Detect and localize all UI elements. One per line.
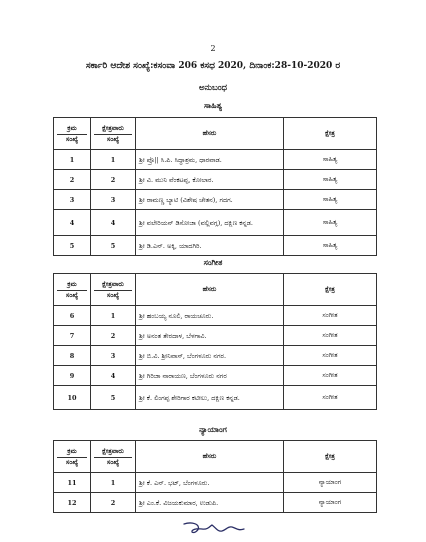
row-sno: 2 (54, 170, 91, 190)
row-field: ಸಂಗೀತ (284, 326, 377, 346)
row-district-number: 4 (91, 366, 136, 386)
row-name: ಶ್ರೀ ಕೆ. ಎನ್. ಭಟ್, ಬೆಂಗಳೂರು. (136, 473, 284, 493)
row-district-number: 1 (91, 150, 136, 170)
table-row (54, 170, 377, 190)
row-field: ಸಂಗೀತ (284, 306, 377, 326)
signature (182, 520, 246, 538)
table-row (54, 346, 377, 366)
row-name: ಶ್ರೀ ವಿ. ಮುನಿ ವೆಂಕಟಪ್ಪ, ಕೋಲಾರ. (136, 170, 284, 190)
table-row (54, 326, 377, 346)
row-name: ಶ್ರೀ ಗಿರಿಜಾ ನಾರಾಯಣ, ಬೆಂಗಳೂರು ನಗರ (136, 366, 284, 386)
district-number-header: ಕ್ಷೇತ್ರವಾರು ಸಂಖ್ಯೆ (91, 274, 136, 306)
table-row (54, 306, 377, 326)
row-name: ಶ್ರೀ ಪ್ರೊ|| ಸಿ.ಪಿ. ಸಿದ್ಧಾಶ್ರಮ, ಧಾರವಾಡ. (136, 150, 284, 170)
row-sno: 7 (54, 326, 91, 346)
sno-header: ಕ್ರಮ ಸಂಖ್ಯೆ (54, 274, 91, 306)
name-header: ಹೆಸರು (136, 274, 284, 306)
table-row (54, 386, 377, 410)
table-header-row (54, 441, 377, 473)
annex-title: ಅನುಬಂಧ (198, 83, 228, 93)
district-number-header: ಕ್ಷೇತ್ರವಾರು ಸಂಖ್ಯೆ (91, 441, 136, 473)
row-sno: 6 (54, 306, 91, 326)
row-sno: 3 (54, 190, 91, 210)
name-header: ಹೆಸರು (136, 118, 284, 150)
table-row (54, 366, 377, 386)
row-district-number: 5 (91, 236, 136, 256)
table-header-row (54, 118, 377, 150)
sno-header: ಕ್ರಮ ಸಂಖ್ಯೆ (54, 118, 91, 150)
row-name: ಶ್ರೀ ಅನಂತ ತೇರದಾಳ, ಬೆಳಗಾವಿ. (136, 326, 284, 346)
table-header-row (54, 274, 377, 306)
row-field: ಸಾಹಿತ್ಯ (284, 170, 377, 190)
table-row (54, 150, 377, 170)
row-sno: 8 (54, 346, 91, 366)
field-header: ಕ್ಷೇತ್ರ (284, 274, 377, 306)
row-name: ಶ್ರೀ ಬಿ.ವಿ. ಶ್ರೀನಿವಾಸ್, ಬೆಂಗಳೂರು ನಗರ. (136, 346, 284, 366)
table-row (54, 190, 377, 210)
row-district-number: 2 (91, 326, 136, 346)
table-row (54, 210, 377, 236)
row-district-number: 3 (91, 190, 136, 210)
row-name: ಶ್ರೀ ಕೆ. ಲಿಂಗಪ್ಪ ಶೇರಿಗಾರ ಕಟೀಲು, ದಕ್ಷಿಣ ಕನ್ನಡ. (136, 386, 284, 410)
row-field: ನ್ಯಾಯಾಂಗ (284, 493, 377, 513)
row-district-number: 1 (91, 473, 136, 493)
row-field: ನ್ಯಾಯಾಂಗ (284, 473, 377, 493)
row-field: ಸಾಹಿತ್ಯ (284, 150, 377, 170)
sno-header: ಕ್ರಮ ಸಂಖ್ಯೆ (54, 441, 91, 473)
row-sno: 4 (54, 210, 91, 236)
row-field: ಸಂಗೀತ (284, 386, 377, 410)
row-district-number: 5 (91, 386, 136, 410)
row-field: ಸಂಗೀತ (284, 366, 377, 386)
page-number: 2 (210, 44, 216, 53)
district-number-header: ಕ್ಷೇತ್ರವಾರು ಸಂಖ್ಯೆ (91, 118, 136, 150)
row-district-number: 2 (91, 493, 136, 513)
row-field: ಸಾಹಿತ್ಯ (284, 210, 377, 236)
name-header: ಹೆಸರು (136, 441, 284, 473)
table-row (54, 493, 377, 513)
row-name: ಶ್ರೀ ಹಂಬಯ್ಯ ನೂಲಿ, ರಾಯಚೂರು. (136, 306, 284, 326)
row-sno: 9 (54, 366, 91, 386)
row-name: ಶ್ರೀ ಎಂ.ಕೆ. ವಿಜಯಕುಮಾರ, ಉಡುಪಿ. (136, 493, 284, 513)
row-name: ಶ್ರೀ ವಲೇರಿಯನ್ ಡಿಸೋಜಾ (ವಲ್ಲಿವಗ್ಗ), ದಕ್ಷಿಣ ಕನ್ನಡ. (136, 210, 284, 236)
row-sno: 5 (54, 236, 91, 256)
row-field: ಸಾಹಿತ್ಯ (284, 190, 377, 210)
row-sno: 11 (54, 473, 91, 493)
order-title: ಸರ್ಕಾರಿ ಆದೇಶ ಸಂಖ್ಯೆ:ಕಸಂವಾ 206 ಕಸಧ 2020, ದಿನಾಂಕ:28-10-2020 ರ (85, 61, 341, 71)
literature-table (53, 117, 377, 256)
row-district-number: 2 (91, 170, 136, 190)
music-table (53, 273, 377, 410)
row-district-number: 3 (91, 346, 136, 366)
judiciary-table (53, 440, 377, 513)
section-title-literature: ಸಾಹಿತ್ಯ (204, 100, 222, 110)
field-header: ಕ್ಷೇತ್ರ (284, 441, 377, 473)
row-field: ಸಾಹಿತ್ಯ (284, 236, 377, 256)
section-title-music: ಸಂಗೀತ (203, 257, 223, 267)
row-sno: 1 (54, 150, 91, 170)
row-sno: 10 (54, 386, 91, 410)
section-title-judiciary: ನ್ಯಾಯಾಂಗ (199, 424, 227, 434)
row-field: ಸಂಗೀತ (284, 346, 377, 366)
row-name: ಶ್ರೀ ರಾಮಣ್ಣ ಬ್ಯಾಟಿ (ವಿಶೇಷ ಚೇತನ), ಗದಗ. (136, 190, 284, 210)
row-district-number: 4 (91, 210, 136, 236)
table-row (54, 236, 377, 256)
table-row (54, 473, 377, 493)
row-sno: 12 (54, 493, 91, 513)
row-district-number: 1 (91, 306, 136, 326)
field-header: ಕ್ಷೇತ್ರ (284, 118, 377, 150)
row-name: ಶ್ರೀ ಡಿ.ಎನ್. ಅಕ್ಕಿ, ಯಾದಗಿರಿ. (136, 236, 284, 256)
